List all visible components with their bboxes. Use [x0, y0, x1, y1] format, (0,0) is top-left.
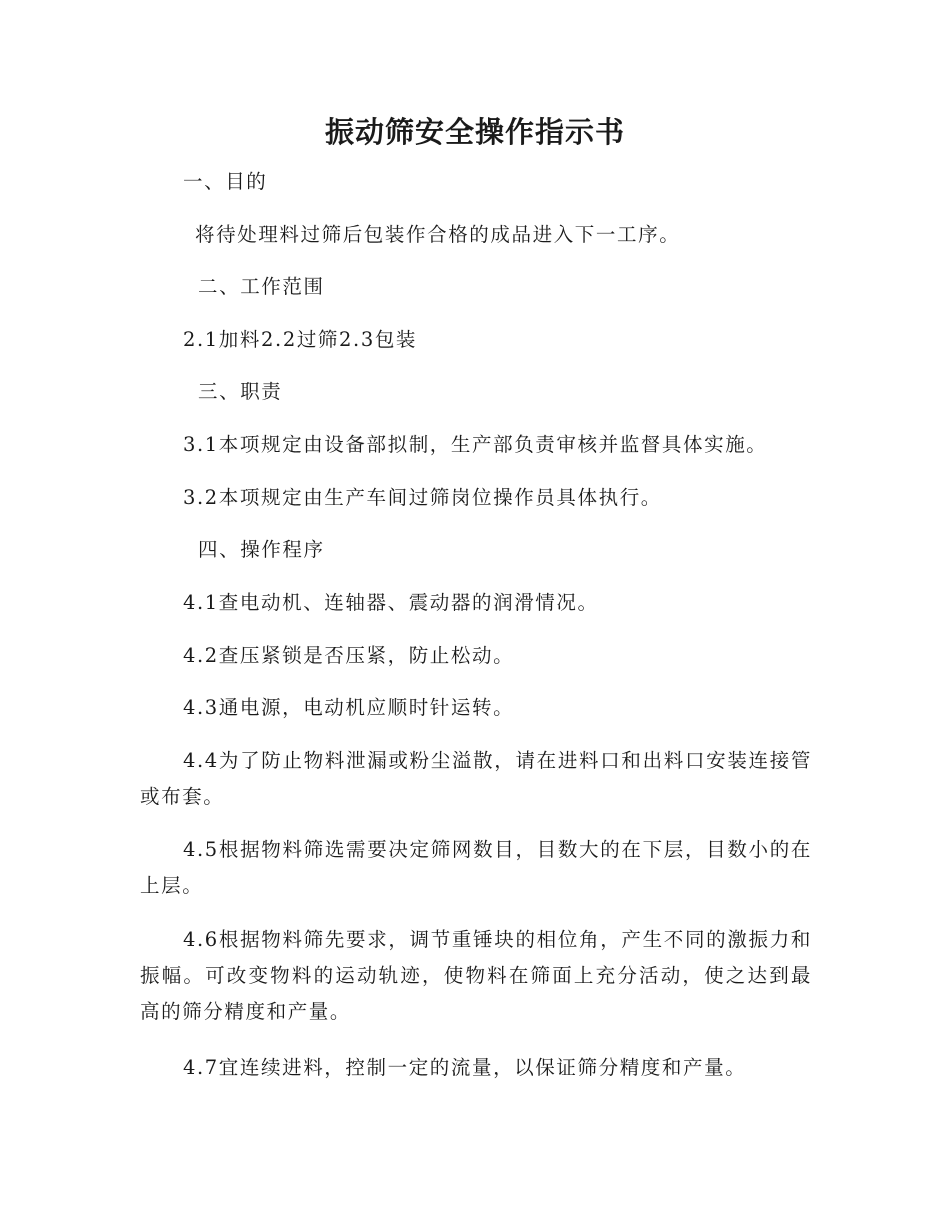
- section-heading-purpose: 一、目的: [183, 170, 268, 193]
- duty-item-3-1: 3.1本项规定由设备部拟制，生产部负责审核并监督具体实施。: [183, 433, 768, 456]
- procedure-item-4-1: 4.1查电动机、连轴器、震动器的润滑情况。: [183, 591, 599, 614]
- section-heading-procedure: 四、操作程序: [198, 538, 325, 561]
- procedure-item-4-5: 4.5根据物料筛选需要决定筛网数目，目数大的在下层，目数小的在上层。: [140, 838, 812, 897]
- duty-item-3-2: 3.2本项规定由生产车间过筛岗位操作员具体执行。: [183, 486, 662, 509]
- section-heading-scope: 二、工作范围: [198, 275, 325, 298]
- procedure-item-4-7: 4.7宜连续进料，控制一定的流量，以保证筛分精度和产量。: [183, 1056, 747, 1079]
- purpose-text: 将待处理料过筛后包装作合格的成品进入下一工序。: [195, 223, 681, 246]
- procedure-item-4-3: 4.3通电源，电动机应顺时针运转。: [183, 696, 515, 719]
- document-title: 振动筛安全操作指示书: [324, 115, 625, 149]
- scope-text: 2.1加料2.2过筛2.3包装: [183, 328, 418, 351]
- procedure-item-4-4: 4.4为了防止物料泄漏或粉尘溢散，请在进料口和出料口安装连接管或布套。: [140, 749, 812, 808]
- procedure-item-4-6: 4.6根据物料筛先要求，调节重锤块的相位角，产生不同的激振力和振幅。可改变物料的运动轨迹，使物料在筛面上充分活动，使之达到最高的筛分精度和产量。: [140, 928, 812, 1023]
- procedure-item-4-2: 4.2查压紧锁是否压紧，防止松动。: [183, 644, 515, 667]
- section-heading-duties: 三、职责: [198, 380, 283, 403]
